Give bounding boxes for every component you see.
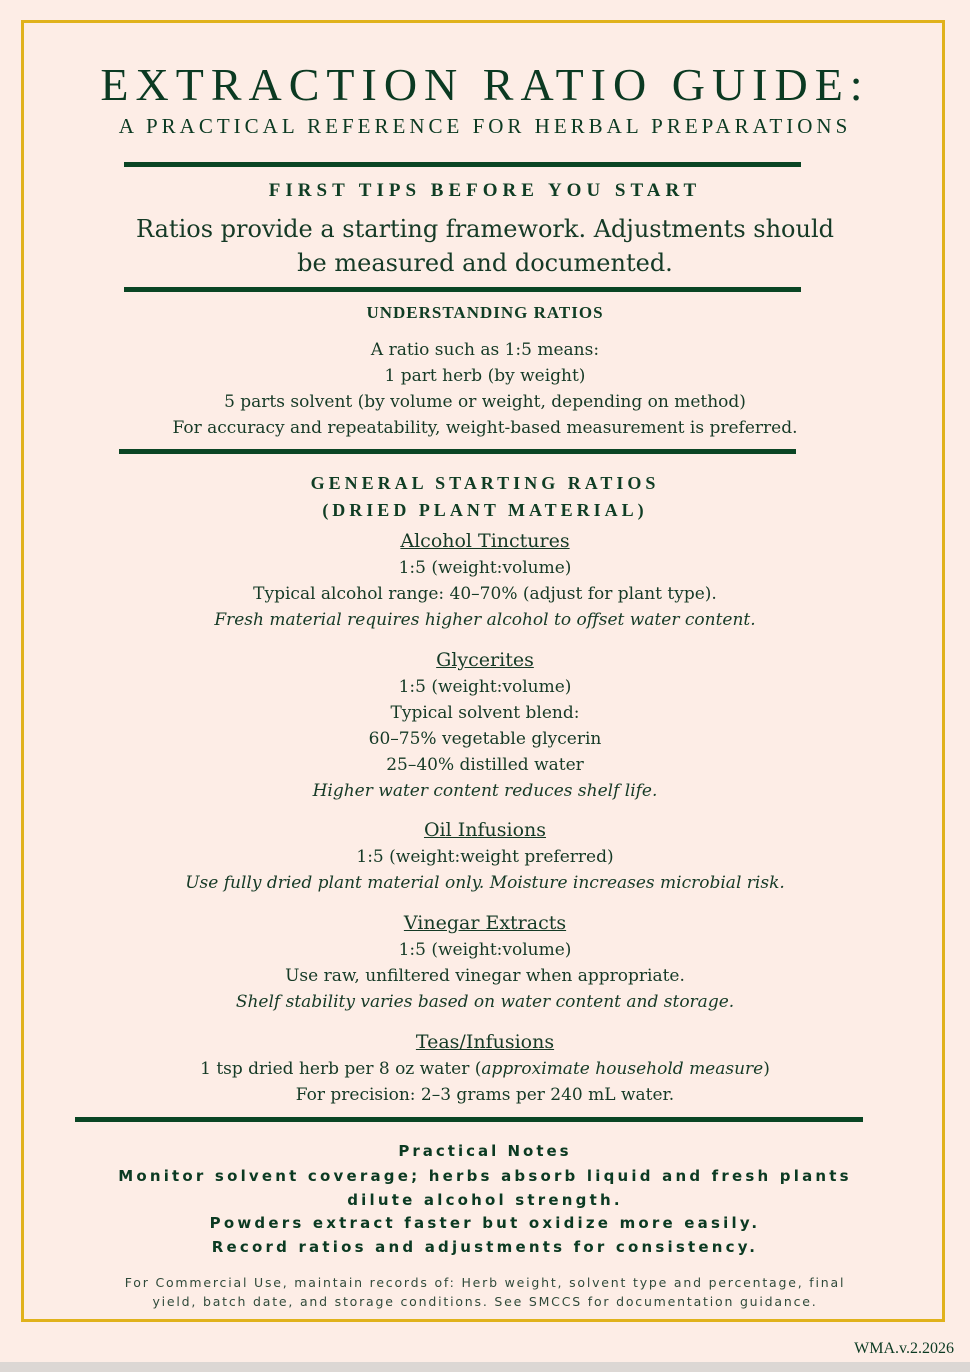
section-oil-infusions <box>0 816 970 896</box>
notes-line: Monitor solvent coverage; herbs absorb liquid and fresh plants <box>118 1167 852 1185</box>
notes-line: dilute alcohol strength. <box>347 1190 623 1209</box>
general-heading <box>0 470 970 524</box>
practical-notes-heading: Practical Notes <box>398 1142 572 1160</box>
footer-line: yield, batch date, and storage conditions. See SMCCS for documentation guidance. <box>152 1294 818 1309</box>
tips-body <box>0 212 970 280</box>
divider-2 <box>124 287 801 292</box>
section-title: Teas/Infusions <box>415 1031 555 1053</box>
general-heading-line: (DRIED PLANT MATERIAL) <box>322 500 648 520</box>
tips-line: Ratios provide a starting framework. Adjustments should <box>136 215 834 243</box>
page-title: EXTRACTION RATIO GUIDE: <box>100 59 870 110</box>
understanding-heading: UNDERSTANDING RATIOS <box>366 303 604 322</box>
section-note: Fresh material requires higher alcohol to offset water content. <box>214 610 756 630</box>
commercial-use-footer <box>0 1273 970 1311</box>
general-heading-line: GENERAL STARTING RATIOS <box>310 473 660 493</box>
section-line <box>0 1056 970 1082</box>
understanding-line: For accuracy and repeatability, weight-based measurement is preferred. <box>172 418 798 438</box>
section-title: Oil Infusions <box>423 819 547 841</box>
section-line: Typical solvent blend: <box>390 703 580 723</box>
footer-line: For Commercial Use, maintain records of: Herb weight, solvent type and percentage, final <box>124 1275 846 1290</box>
practical-notes-body <box>0 1165 970 1259</box>
section-alcohol-tinctures <box>0 527 970 633</box>
section-line: For precision: 2–3 grams per 240 mL water. <box>295 1085 675 1105</box>
understanding-line: 5 parts solvent (by volume or weight, depending on method) <box>224 392 746 412</box>
tea-line-suffix: ) <box>763 1059 770 1079</box>
section-note: Use fully dried plant material only. Moisture increases microbial risk. <box>185 873 785 893</box>
section-teas-infusions <box>0 1028 970 1108</box>
understanding-line: A ratio such as 1:5 means: <box>370 340 600 360</box>
section-line: 1:5 (weight:volume) <box>398 558 572 578</box>
section-line: 25–40% distilled water <box>386 755 584 775</box>
section-title: Glycerites <box>436 649 534 671</box>
section-vinegar-extracts <box>0 909 970 1015</box>
section-line: 60–75% vegetable glycerin <box>368 729 602 749</box>
notes-line: Record ratios and adjustments for consistency. <box>211 1237 759 1256</box>
section-line: 1:5 (weight:weight preferred) <box>356 847 614 867</box>
section-line: 1:5 (weight:volume) <box>398 677 572 697</box>
section-note: Shelf stability varies based on water content and storage. <box>235 992 735 1012</box>
tea-line-prefix: 1 tsp dried herb per 8 oz water ( <box>200 1059 482 1079</box>
divider-4 <box>75 1117 863 1122</box>
understanding-line: 1 part herb (by weight) <box>384 366 586 386</box>
section-glycerites <box>0 646 970 804</box>
tea-line-italic: approximate household measure <box>481 1059 764 1079</box>
section-note: Higher water content reduces shelf life. <box>312 781 658 801</box>
section-title: Vinegar Extracts <box>403 912 567 934</box>
bottom-bar <box>0 1362 970 1372</box>
tips-line: be measured and documented. <box>297 249 673 277</box>
understanding-body <box>0 337 970 441</box>
section-title: Alcohol Tinctures <box>400 530 570 552</box>
section-line: 1:5 (weight:volume) <box>398 940 572 960</box>
version-label: WMA.v.2.2026 <box>854 1340 954 1357</box>
tips-heading: FIRST TIPS BEFORE YOU START <box>268 180 702 201</box>
divider-1 <box>124 162 801 167</box>
section-line: Use raw, unfiltered vinegar when appropriate. <box>285 966 685 986</box>
section-line: Typical alcohol range: 40–70% (adjust for plant type). <box>253 584 717 604</box>
divider-3 <box>119 449 796 454</box>
page-subtitle: A PRACTICAL REFERENCE FOR HERBAL PREPARATIONS <box>118 114 852 138</box>
notes-line: Powders extract faster but oxidize more easily. <box>209 1214 761 1232</box>
